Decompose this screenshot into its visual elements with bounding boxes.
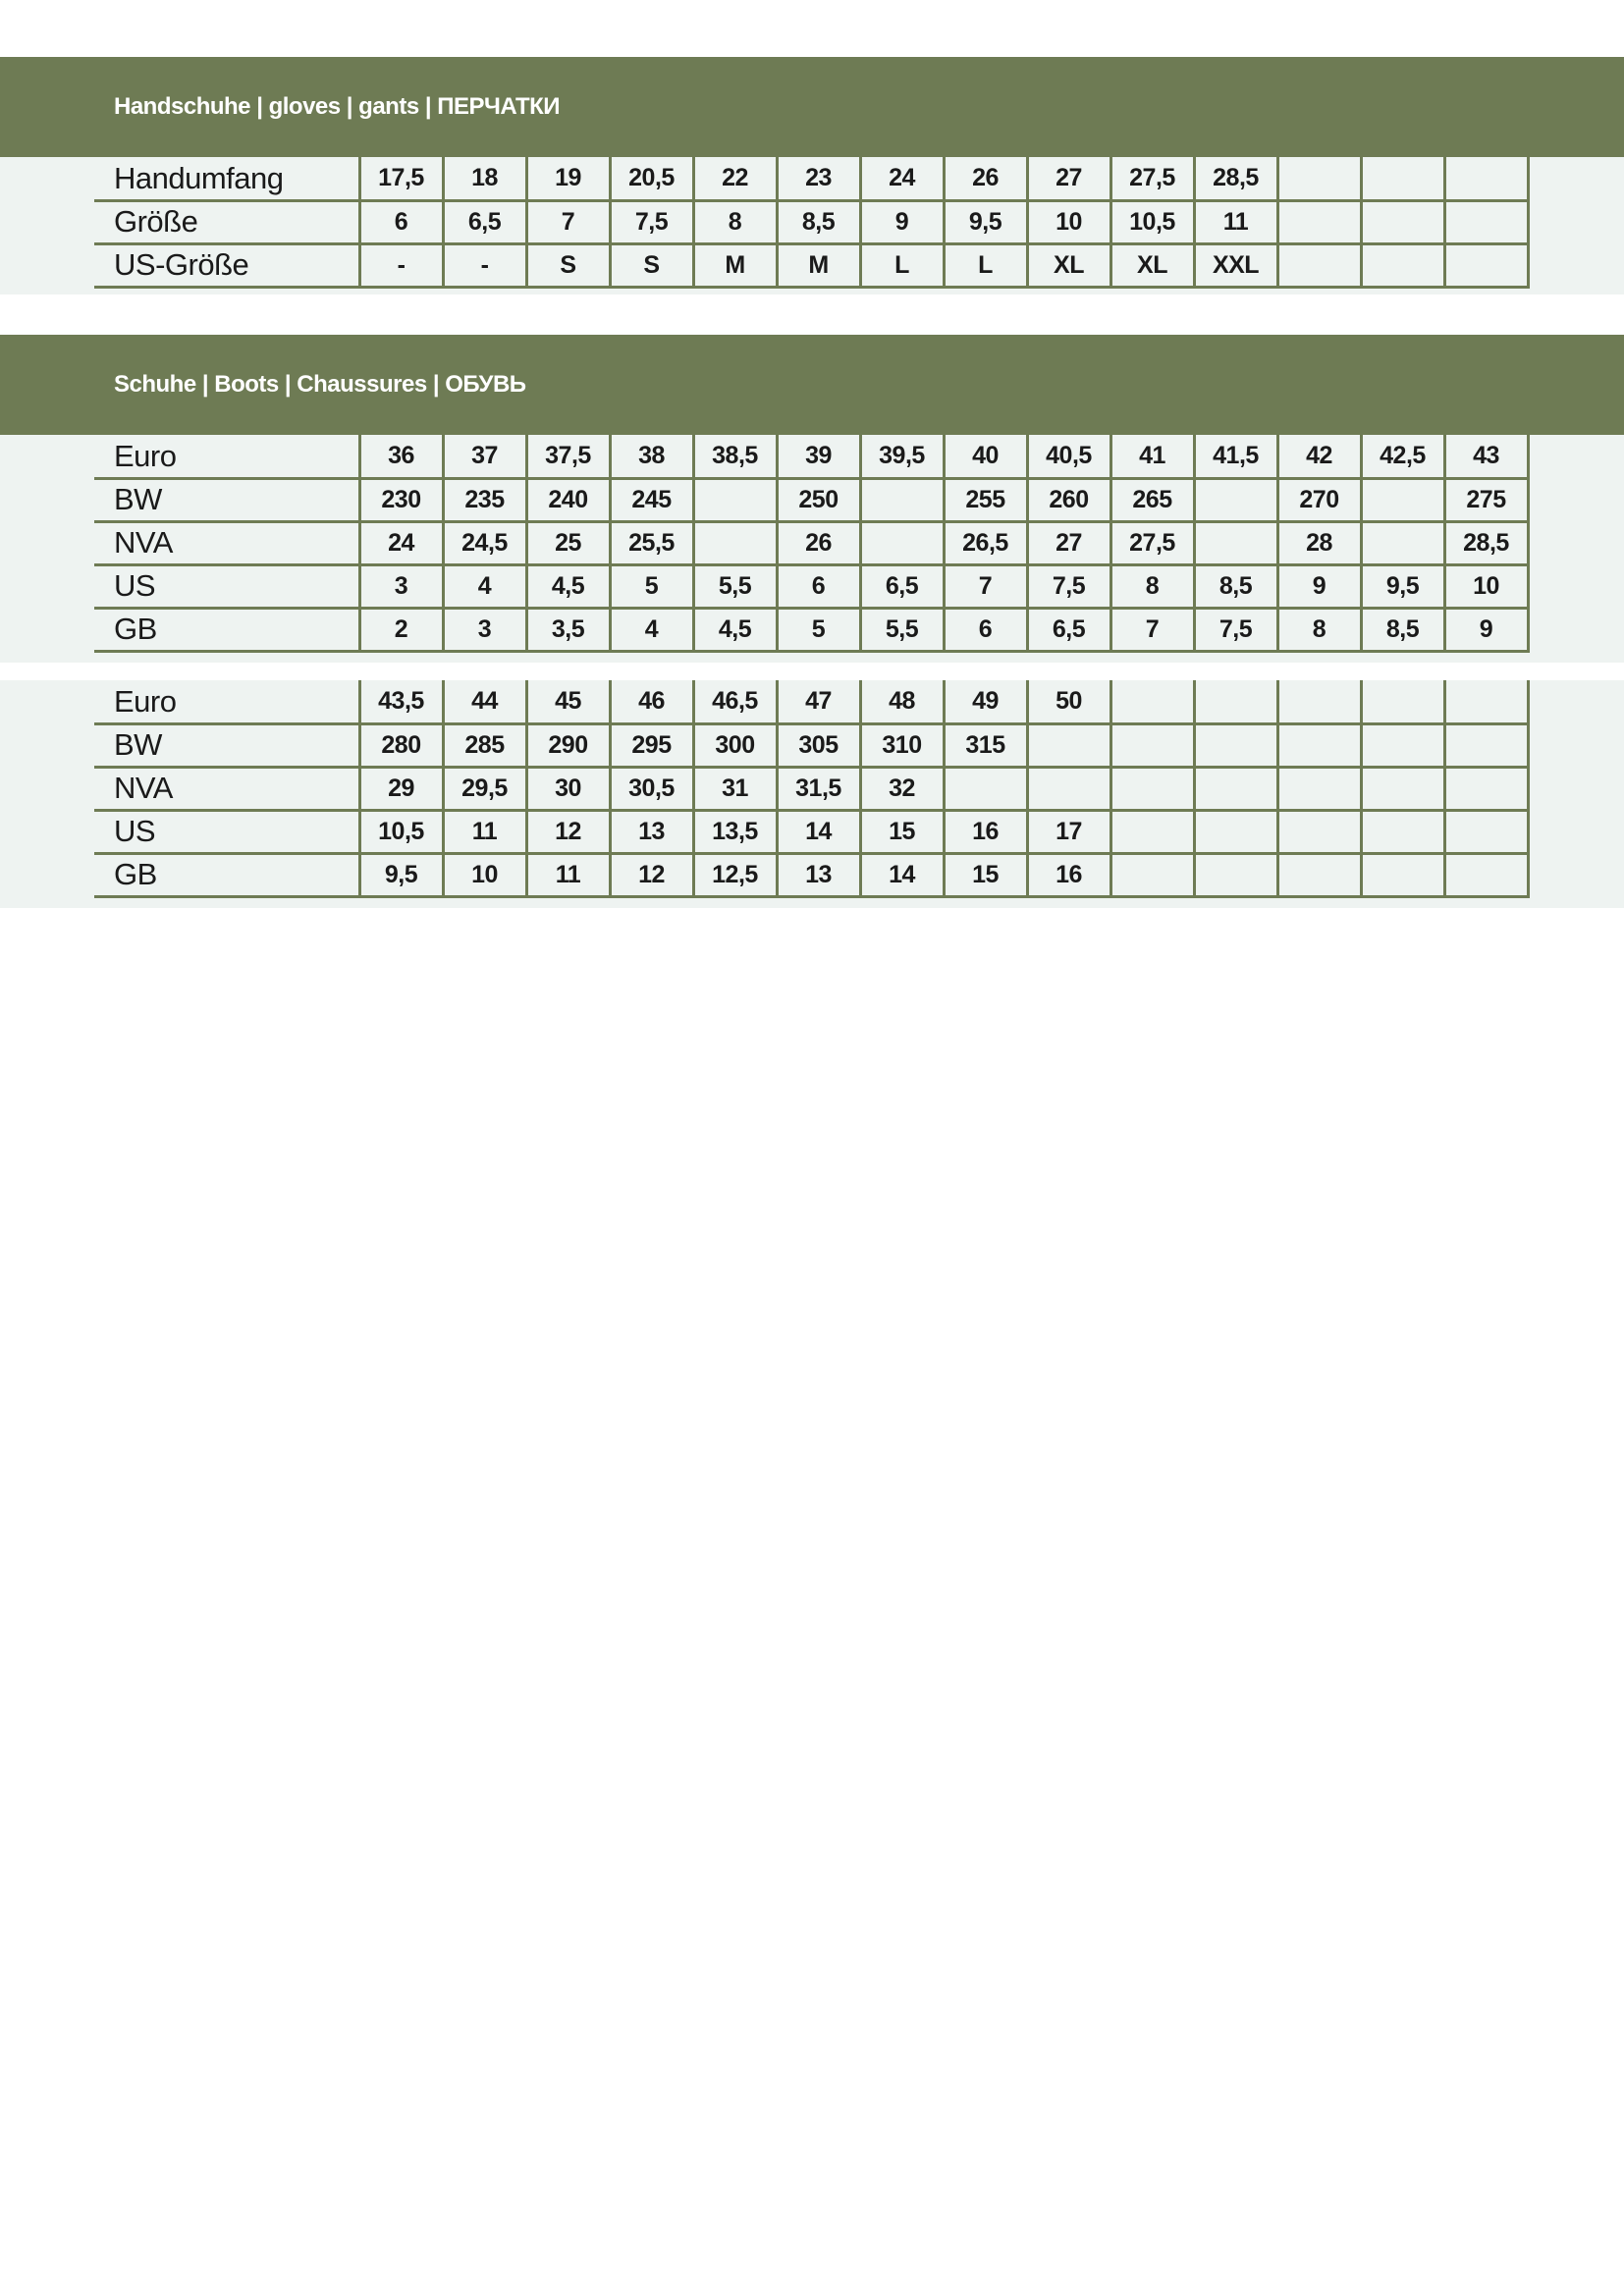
table-row <box>94 200 1528 243</box>
table-row <box>94 810 1528 853</box>
table-row <box>94 723 1528 767</box>
size-cell: 290 <box>526 723 610 767</box>
size-cell: 8 <box>693 200 777 243</box>
size-cell: 11 <box>526 853 610 896</box>
size-cell: 4,5 <box>526 564 610 608</box>
size-cell: 8 <box>1277 608 1361 651</box>
row-label: Größe <box>94 200 359 243</box>
row-label: Handumfang <box>94 157 359 200</box>
size-cell: 37 <box>443 435 526 478</box>
shoes-table-2-block <box>0 680 1624 908</box>
size-cell: 6,5 <box>860 564 944 608</box>
gloves-header-band <box>0 57 1624 157</box>
size-cell <box>1277 200 1361 243</box>
size-cell: 16 <box>944 810 1027 853</box>
size-cell <box>1361 200 1444 243</box>
size-cell: 260 <box>1027 478 1110 521</box>
table-row <box>94 157 1528 200</box>
size-cell: 310 <box>860 723 944 767</box>
size-cell: 36 <box>359 435 443 478</box>
size-cell: 7,5 <box>610 200 693 243</box>
size-cell: 305 <box>777 723 860 767</box>
size-cell: 4 <box>443 564 526 608</box>
size-cell <box>1110 853 1194 896</box>
row-label: BW <box>94 478 359 521</box>
size-cell <box>1277 157 1361 200</box>
size-cell <box>1361 478 1444 521</box>
size-cell: 270 <box>1277 478 1361 521</box>
size-cell: 6,5 <box>1027 608 1110 651</box>
size-cell: 11 <box>443 810 526 853</box>
size-cell: 3 <box>443 608 526 651</box>
size-cell: 24,5 <box>443 521 526 564</box>
size-cell: 5 <box>610 564 693 608</box>
size-cell: 26 <box>777 521 860 564</box>
size-cell <box>1444 200 1528 243</box>
size-cell <box>860 478 944 521</box>
size-cell: 265 <box>1110 478 1194 521</box>
gloves-table-block <box>0 157 1624 294</box>
size-cell: 12 <box>610 853 693 896</box>
size-cell: 300 <box>693 723 777 767</box>
size-cell: XL <box>1110 243 1194 287</box>
row-label: US-Größe <box>94 243 359 287</box>
size-cell: 4,5 <box>693 608 777 651</box>
size-cell: 22 <box>693 157 777 200</box>
table-row <box>94 608 1528 651</box>
size-cell: 240 <box>526 478 610 521</box>
size-cell <box>1194 478 1277 521</box>
size-cell: 24 <box>359 521 443 564</box>
size-cell: 6 <box>944 608 1027 651</box>
size-cell: 8,5 <box>1361 608 1444 651</box>
size-cell: 15 <box>860 810 944 853</box>
size-cell <box>1361 243 1444 287</box>
table-row <box>94 767 1528 810</box>
size-cell: 9 <box>1277 564 1361 608</box>
size-cell: 4 <box>610 608 693 651</box>
size-cell <box>1110 810 1194 853</box>
table-row <box>94 243 1528 287</box>
size-cell: 16 <box>1027 853 1110 896</box>
size-cell <box>1361 723 1444 767</box>
size-cell <box>1444 243 1528 287</box>
size-cell: 6 <box>777 564 860 608</box>
row-label: Euro <box>94 435 359 478</box>
shoes-size-table-1 <box>94 435 1530 653</box>
size-cell: 47 <box>777 680 860 723</box>
size-cell: 250 <box>777 478 860 521</box>
row-label: BW <box>94 723 359 767</box>
size-cell <box>1110 767 1194 810</box>
size-cell: 43,5 <box>359 680 443 723</box>
size-cell <box>1277 680 1361 723</box>
size-cell: M <box>777 243 860 287</box>
size-cell: M <box>693 243 777 287</box>
size-cell: 245 <box>610 478 693 521</box>
row-label: NVA <box>94 521 359 564</box>
size-cell: 43 <box>1444 435 1528 478</box>
size-cell <box>1361 853 1444 896</box>
size-cell: 3 <box>359 564 443 608</box>
size-cell: 10,5 <box>359 810 443 853</box>
size-cell <box>1361 680 1444 723</box>
size-cell: 10,5 <box>1110 200 1194 243</box>
size-cell <box>1027 723 1110 767</box>
size-cell: 28,5 <box>1444 521 1528 564</box>
size-cell <box>693 521 777 564</box>
row-label: US <box>94 810 359 853</box>
size-cell: 230 <box>359 478 443 521</box>
size-cell: 25,5 <box>610 521 693 564</box>
size-cell: 40 <box>944 435 1027 478</box>
row-label: Euro <box>94 680 359 723</box>
size-cell: 50 <box>1027 680 1110 723</box>
size-cell: 41 <box>1110 435 1194 478</box>
size-cell <box>1444 853 1528 896</box>
size-cell: 8,5 <box>1194 564 1277 608</box>
size-cell: 17 <box>1027 810 1110 853</box>
size-cell: 5,5 <box>860 608 944 651</box>
size-cell: 9,5 <box>944 200 1027 243</box>
size-cell: 6,5 <box>443 200 526 243</box>
size-cell: 45 <box>526 680 610 723</box>
size-cell: 13 <box>777 853 860 896</box>
size-cell: 10 <box>1444 564 1528 608</box>
size-cell: 15 <box>944 853 1027 896</box>
size-cell: 17,5 <box>359 157 443 200</box>
size-cell: 7,5 <box>1027 564 1110 608</box>
size-cell: 29,5 <box>443 767 526 810</box>
gloves-section-title: Handschuhe | gloves | gants | ПЕРЧАТКИ <box>114 93 561 120</box>
size-cell: 20,5 <box>610 157 693 200</box>
size-cell: 10 <box>443 853 526 896</box>
size-cell: 27 <box>1027 157 1110 200</box>
size-cell: 5,5 <box>693 564 777 608</box>
size-cell <box>1444 767 1528 810</box>
size-cell: 9 <box>860 200 944 243</box>
size-cell <box>1027 767 1110 810</box>
size-cell: 9 <box>1444 608 1528 651</box>
size-cell: 26,5 <box>944 521 1027 564</box>
size-cell: 30 <box>526 767 610 810</box>
size-cell: 3,5 <box>526 608 610 651</box>
size-cell <box>1277 810 1361 853</box>
size-cell: 19 <box>526 157 610 200</box>
size-cell: 2 <box>359 608 443 651</box>
table-row <box>94 521 1528 564</box>
size-cell: 255 <box>944 478 1027 521</box>
size-cell <box>1361 767 1444 810</box>
size-cell <box>1110 723 1194 767</box>
size-cell <box>1194 853 1277 896</box>
size-cell: 23 <box>777 157 860 200</box>
table-row <box>94 853 1528 896</box>
size-cell: 29 <box>359 767 443 810</box>
table-row <box>94 435 1528 478</box>
size-cell: 32 <box>860 767 944 810</box>
size-cell: 42 <box>1277 435 1361 478</box>
size-cell: 27,5 <box>1110 157 1194 200</box>
size-cell <box>1444 723 1528 767</box>
size-cell: 8,5 <box>777 200 860 243</box>
size-cell: 42,5 <box>1361 435 1444 478</box>
size-cell: 9,5 <box>1361 564 1444 608</box>
size-cell: 27 <box>1027 521 1110 564</box>
size-cell <box>1361 810 1444 853</box>
size-cell: 6 <box>359 200 443 243</box>
size-cell: 14 <box>777 810 860 853</box>
shoes-section-title: Schuhe | Boots | Chaussures | ОБУВЬ <box>114 371 526 398</box>
size-cell <box>1444 157 1528 200</box>
size-cell <box>1444 810 1528 853</box>
size-cell: 235 <box>443 478 526 521</box>
table-row <box>94 680 1528 723</box>
size-cell: XL <box>1027 243 1110 287</box>
size-cell: 14 <box>860 853 944 896</box>
shoes-header-band <box>0 335 1624 435</box>
size-cell <box>1194 767 1277 810</box>
size-cell: 8 <box>1110 564 1194 608</box>
size-cell <box>1277 853 1361 896</box>
size-cell: 31,5 <box>777 767 860 810</box>
size-cell: 13,5 <box>693 810 777 853</box>
size-cell: 41,5 <box>1194 435 1277 478</box>
shoes-size-table-2 <box>94 680 1530 898</box>
size-cell <box>1361 157 1444 200</box>
size-cell <box>1194 723 1277 767</box>
shoes-table-1-block <box>0 435 1624 663</box>
size-cell <box>944 767 1027 810</box>
size-cell: 39 <box>777 435 860 478</box>
size-cell: S <box>526 243 610 287</box>
size-cell: 38 <box>610 435 693 478</box>
size-cell: 25 <box>526 521 610 564</box>
size-cell <box>1194 680 1277 723</box>
row-label: US <box>94 564 359 608</box>
gloves-size-table <box>94 157 1530 289</box>
size-cell: XXL <box>1194 243 1277 287</box>
row-label: GB <box>94 608 359 651</box>
size-cell: - <box>359 243 443 287</box>
table-row <box>94 478 1528 521</box>
size-cell: 285 <box>443 723 526 767</box>
size-cell: - <box>443 243 526 287</box>
row-label: GB <box>94 853 359 896</box>
size-cell: 40,5 <box>1027 435 1110 478</box>
size-cell: L <box>860 243 944 287</box>
size-cell: 9,5 <box>359 853 443 896</box>
size-cell: 46,5 <box>693 680 777 723</box>
size-cell <box>1444 680 1528 723</box>
size-cell: 28,5 <box>1194 157 1277 200</box>
size-cell: 44 <box>443 680 526 723</box>
size-cell <box>1277 243 1361 287</box>
size-cell: 12,5 <box>693 853 777 896</box>
size-cell: 5 <box>777 608 860 651</box>
row-label: NVA <box>94 767 359 810</box>
size-cell: 13 <box>610 810 693 853</box>
size-cell: 7,5 <box>1194 608 1277 651</box>
size-cell: 24 <box>860 157 944 200</box>
size-cell: 46 <box>610 680 693 723</box>
size-cell: 39,5 <box>860 435 944 478</box>
size-cell: 27,5 <box>1110 521 1194 564</box>
size-cell: 275 <box>1444 478 1528 521</box>
size-cell <box>860 521 944 564</box>
size-cell: 280 <box>359 723 443 767</box>
size-cell <box>1110 680 1194 723</box>
size-cell: L <box>944 243 1027 287</box>
size-cell: 7 <box>944 564 1027 608</box>
size-cell: 11 <box>1194 200 1277 243</box>
size-cell: 31 <box>693 767 777 810</box>
size-cell <box>693 478 777 521</box>
size-cell <box>1194 810 1277 853</box>
size-cell: 10 <box>1027 200 1110 243</box>
size-cell: 48 <box>860 680 944 723</box>
size-cell: 315 <box>944 723 1027 767</box>
size-cell: 28 <box>1277 521 1361 564</box>
size-cell <box>1277 767 1361 810</box>
size-cell: 18 <box>443 157 526 200</box>
size-cell <box>1194 521 1277 564</box>
size-cell: 7 <box>1110 608 1194 651</box>
size-cell: 26 <box>944 157 1027 200</box>
size-cell: 49 <box>944 680 1027 723</box>
size-cell: 38,5 <box>693 435 777 478</box>
table-row <box>94 564 1528 608</box>
size-cell: 12 <box>526 810 610 853</box>
size-cell: 37,5 <box>526 435 610 478</box>
size-cell: 295 <box>610 723 693 767</box>
size-cell <box>1277 723 1361 767</box>
size-cell: 7 <box>526 200 610 243</box>
size-cell <box>1361 521 1444 564</box>
size-cell: S <box>610 243 693 287</box>
size-cell: 30,5 <box>610 767 693 810</box>
